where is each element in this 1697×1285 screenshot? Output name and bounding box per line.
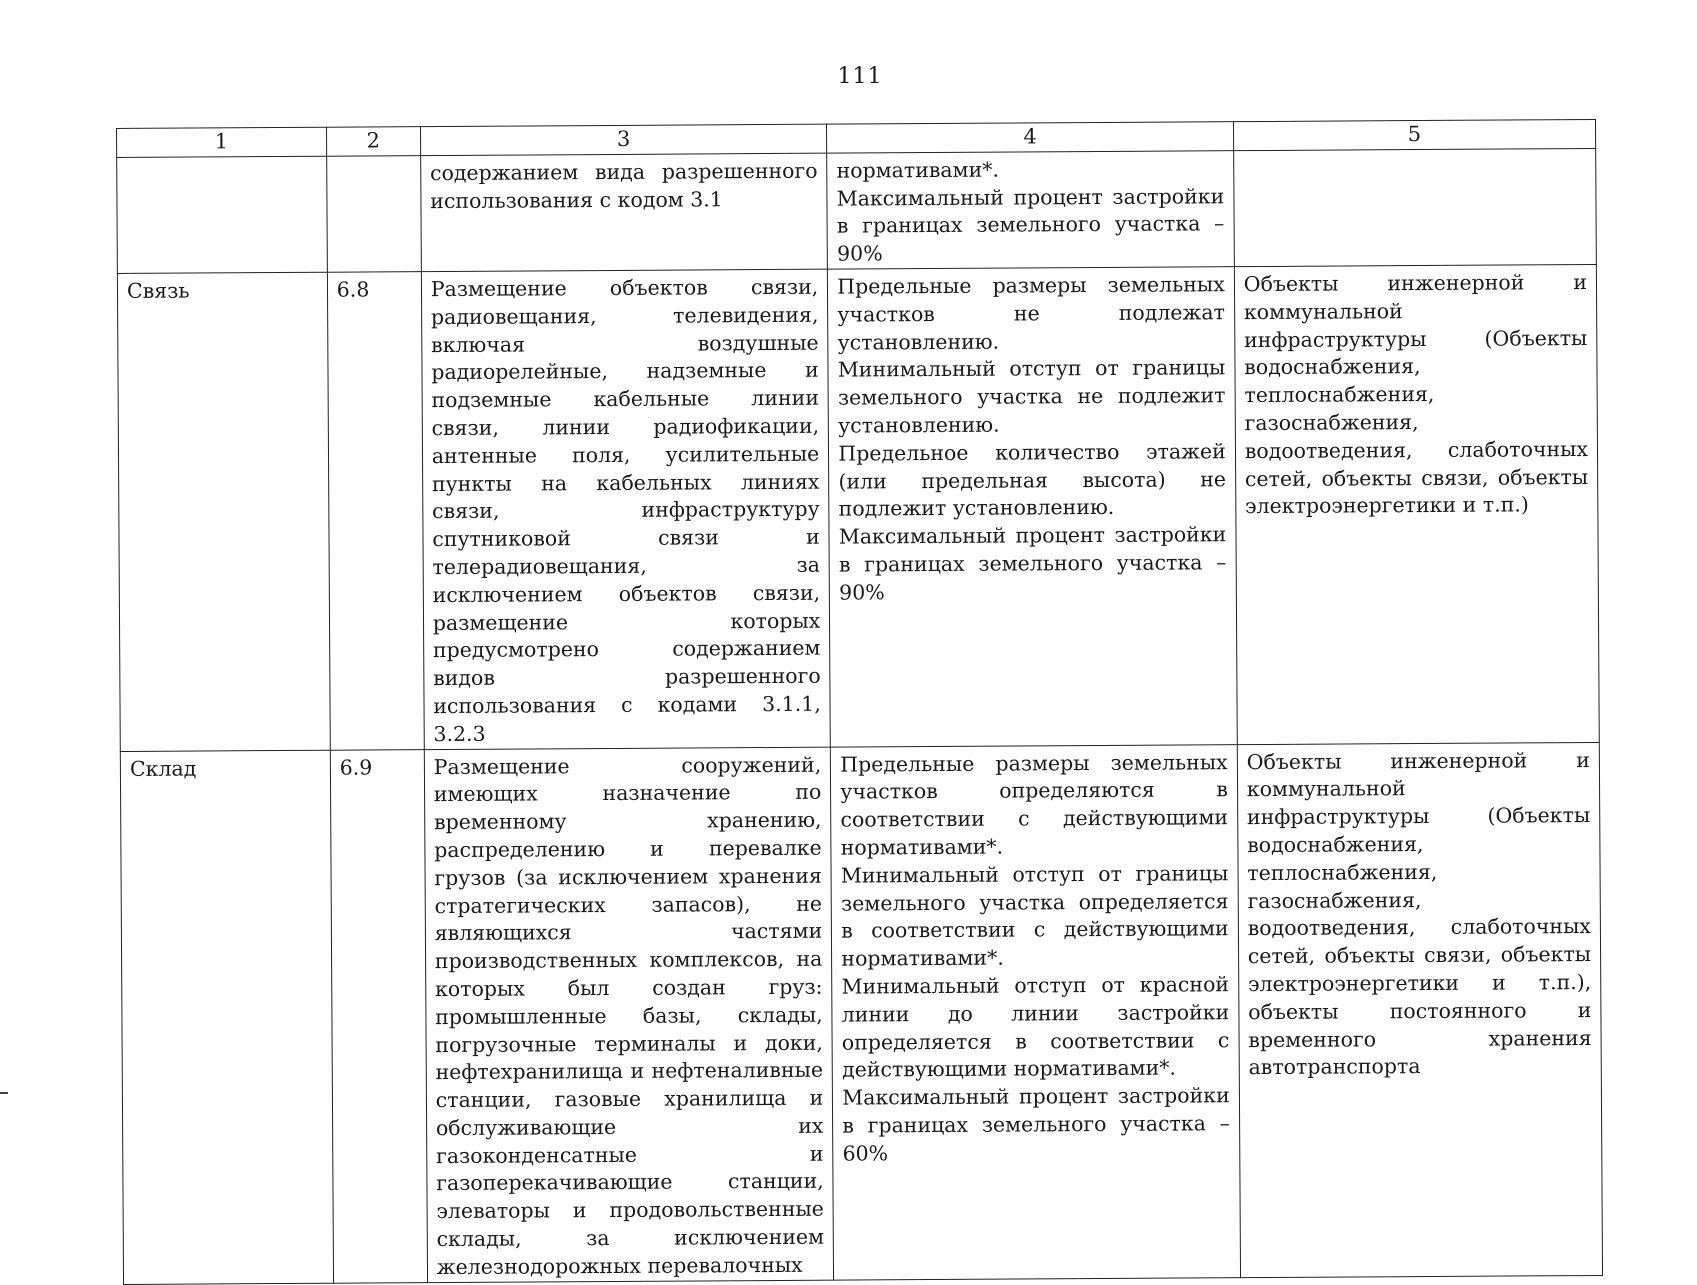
use-code-cell: 6.8: [327, 272, 424, 750]
column-header: 3: [420, 124, 827, 155]
column-header: 1: [117, 127, 327, 157]
use-code-cell: 6.9: [330, 749, 427, 1283]
parameters-cell: [831, 744, 1241, 1280]
parameter-text: Минимальный отступ от границы земельного участка не подлежит установлению.: [837, 355, 1226, 438]
column-header: 2: [326, 127, 420, 156]
auxiliary-objects-cell: Объекты инженерной и коммунальной инфраструктуры (Объекты водоснабжения, теплоснабжения, газоснабжения, водоотведения, слаботочных сетей, объекты связи, объекты электроэнергетики и т.п.), объекты постоянного и временного хранения автотранспорта: [1237, 742, 1602, 1277]
table-row: [117, 148, 1597, 273]
column-header: 4: [827, 122, 1234, 153]
auxiliary-objects-cell: [1233, 148, 1596, 266]
parameter-text: нормативами*.: [836, 157, 1000, 183]
use-name-cell: Связь: [117, 272, 330, 751]
use-name-cell: [117, 156, 327, 273]
page-number: 111: [837, 64, 883, 89]
auxiliary-objects-cell: Объекты инженерной и коммунальной инфраструктуры (Объекты водоснабжения, теплоснабжения, газоснабжения, водоотведения, слаботочных сетей, объекты связи, объекты электроэнергетики и т.п.): [1234, 264, 1599, 744]
parameter-text: Предельное количество этажей (или предельная высота) не подлежит установлению.: [838, 438, 1227, 521]
use-description-cell: содержанием вида разрешенного использования с кодом 3.1: [420, 153, 827, 272]
table-row: [117, 264, 1599, 751]
use-description-cell: Размещение сооружений, имеющих назначение по временному хранению, распределению и перевалке грузов (за исключением хранения стратегических запасов), не являющихся частями производственных комплексов, на которых был создан груз: промышленные базы, склады, погрузочные терминалы и доки, нефтехранилища и нефтеналивные станции, газовые хранилища и обслуживающие их газоконденсатные и газоперекачивающие станции, элеваторы и продовольственные склады, за исключением железнодорожных перевалочных: [424, 747, 834, 1283]
parameter-text: Минимальный отступ от границы земельного участка определяется в соответствии с действующими нормативами*.: [840, 860, 1229, 971]
use-description-cell: Размещение объектов связи, радиовещания, телевидения, включая воздушные радиорелейные, надземные и подземные кабельные линии связи, линии радиофикации, антенные поля, усилительные пункты на кабельных линиях связи, инфраструктуру спутниковой связи и телерадиовещания, за исключением объектов связи, размещение которых предусмотрено содержанием видов разрешенного использования с кодами 3.1.1, 3.2.3: [421, 269, 830, 749]
use-name-cell: Склад: [120, 750, 333, 1284]
regulations-table: [116, 119, 1603, 1285]
parameter-text: Максимальный процент застройки в границах земельного участка – 90%: [838, 522, 1227, 605]
parameter-text: Максимальный процент застройки в границах земельного участка – 90%: [836, 183, 1225, 266]
parameters-cell: [828, 267, 1237, 747]
parameters-cell: [827, 150, 1234, 269]
table-row: [120, 742, 1602, 1284]
use-code-cell: [326, 155, 421, 272]
parameter-text: Предельные размеры земельных участков определяются в соответствии с действующими нормативами*.: [840, 749, 1229, 860]
column-header: 5: [1233, 119, 1595, 150]
parameter-text: Предельные размеры земельных участков не подлежат установлению.: [837, 272, 1225, 355]
scan-edge-mark: [0, 1092, 8, 1094]
parameter-text: Минимальный отступ от красной линии до линии застройки определяется в соответствии с действующими нормативами*.: [841, 972, 1230, 1082]
parameter-text: Максимальный процент застройки в границах земельного участка – 60%: [842, 1083, 1230, 1166]
